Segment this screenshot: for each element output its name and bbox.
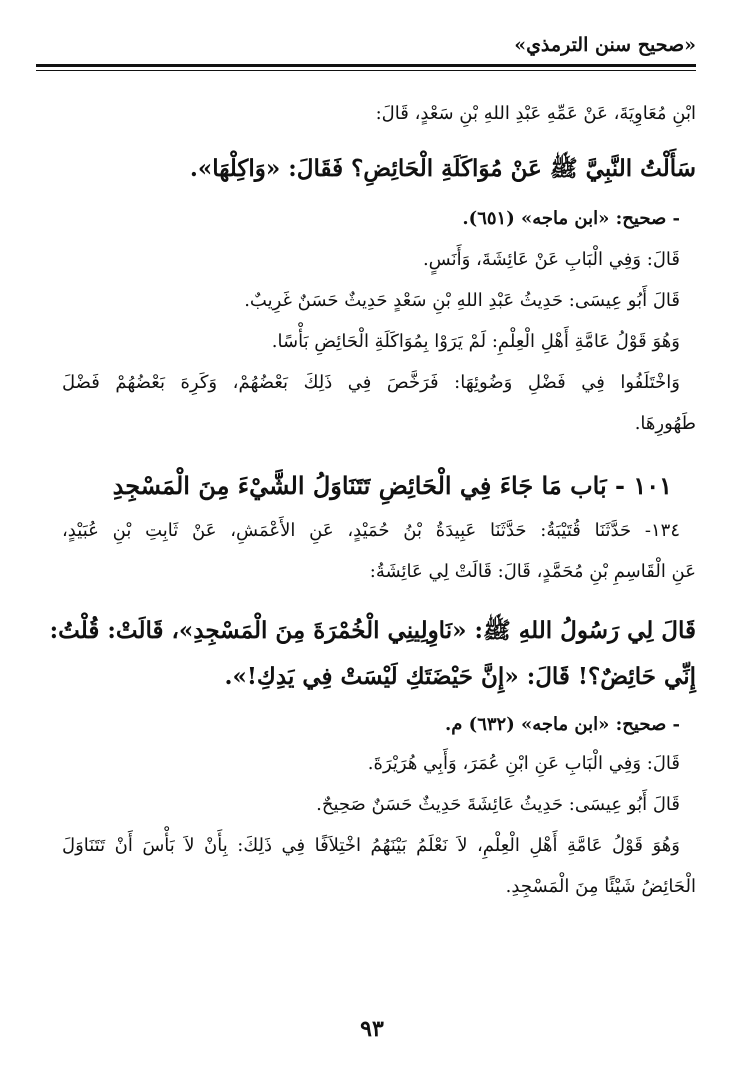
grading-line: - صحيح: «ابن ماجه» (٦٥١). [462,208,680,229]
header-rule-thin [36,70,696,71]
header-rule-thick [36,64,696,67]
page-number: ٩٣ [360,1016,384,1042]
running-header [36,26,696,66]
text-line: ١٣٤- حَدَّثَنَا قُتَيْبَةُ: حَدَّثَنَا عَبِيدَةُ بْنُ حُمَيْدٍ، عَنِ الأَعْمَشِ، عَنْ ثَابِتِ بْنِ عُبَيْدٍ، [62,520,680,541]
text-line: ابْنِ مُعَاوِيَةَ، عَنْ عَمِّهِ عَبْدِ اللهِ بْنِ سَعْدٍ، قَالَ: [375,103,696,124]
text-line: وَهُوَ قَوْلُ عَامَّةِ أَهْلِ الْعِلْمِ، لاَ نَعْلَمُ بَيْنَهُمُ اخْتِلاَفًا فِي ذَلِكَ: بِأَنْ لاَ بَأْسَ أَنْ تَتَنَاوَلَ [62,835,680,856]
text-line: طَهُورِهَا. [634,413,696,434]
text-line: قَالَ أَبُو عِيسَى: حَدِيثُ عَبْدِ اللهِ بْنِ سَعْدٍ حَدِيثٌ حَسَنٌ غَرِيبٌ. [244,290,680,311]
hadith-text-line: سَأَلْتُ النَّبِيَّ ﷺ عَنْ مُوَاكَلَةِ الْحَائِضِ؟ فَقَالَ: «وَاكِلْهَا». [189,155,696,182]
hadith-text-line: إِنِّي حَائِضٌ؟! قَالَ: «إِنَّ حَيْضَتَكِ لَيْسَتْ فِي يَدِكِ!». [224,663,696,690]
text-line: وَاخْتَلَفُوا فِي فَضْلِ وَضُوئِهَا: فَرَخَّصَ فِي ذَلِكَ بَعْضُهُمْ، وَكَرِهَ بَعْضُهُمْ فَضْلَ [62,372,680,393]
grading-line: - صحيح: «ابن ماجه» (٦٣٢) م. [445,714,680,735]
text-line: قَالَ: وَفِي الْبَابِ عَنْ عَائِشَةَ، وَأَنَسٍ. [422,249,680,270]
text-line: قَالَ: وَفِي الْبَابِ عَنِ ابْنِ عُمَرَ، وَأَبِي هُرَيْرَةَ. [367,753,680,774]
text-line: وَهُوَ قَوْلُ عَامَّةِ أَهْلِ الْعِلْمِ: لَمْ يَرَوْا بِمُوَاكَلَةِ الْحَائِضِ بَأْسًا. [271,331,680,352]
chapter-heading: ١٠١ - بَاب مَا جَاءَ فِي الْحَائِضِ تَتَنَاوَلُ الشَّيْءَ مِنَ الْمَسْجِدِ [112,471,672,500]
book-title: «صحيح سنن الترمذي» [514,34,696,56]
text-line: عَنِ الْقَاسِمِ بْنِ مُحَمَّدٍ، قَالَ: قَالَتْ لِي عَائِشَةُ: [369,561,696,582]
hadith-text-line: قَالَ لِي رَسُولُ اللهِ ﷺ: «نَاوِلِينِي الْخُمْرَةَ مِنَ الْمَسْجِدِ»، قَالَتْ: قُلْتُ: [49,617,696,644]
text-line: قَالَ أَبُو عِيسَى: حَدِيثُ عَائِشَةَ حَدِيثٌ حَسَنٌ صَحِيحٌ. [316,794,680,815]
text-line: الْحَائِضُ شَيْئًا مِنَ الْمَسْجِدِ. [505,876,696,897]
